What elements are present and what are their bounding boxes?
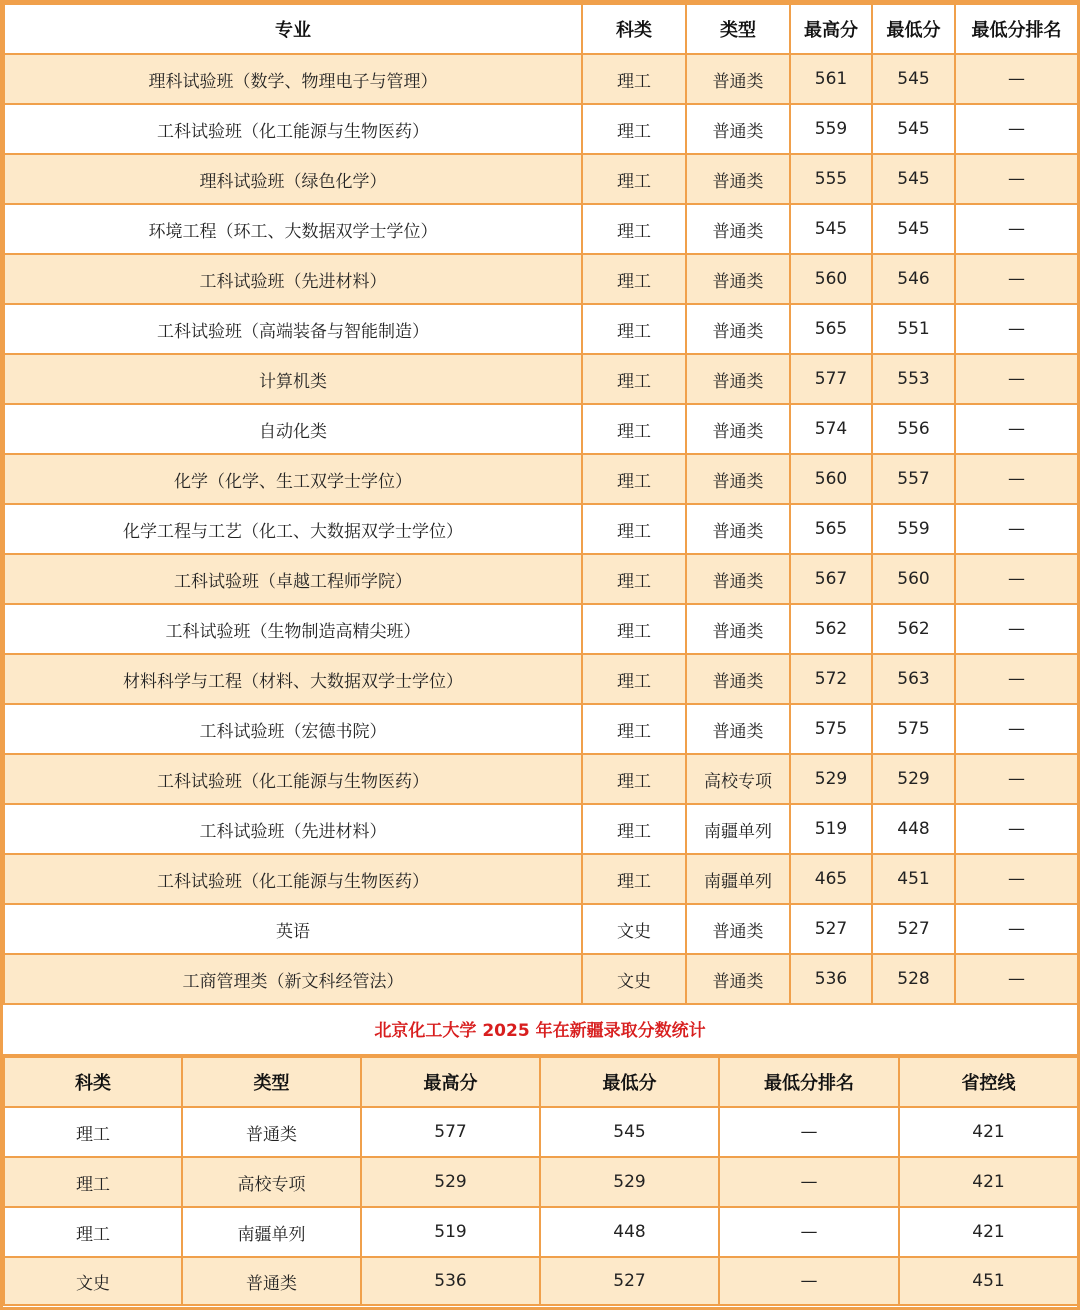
summary-header-row <box>4 1057 1078 1107</box>
major-name-cell: 计算机类 <box>4 354 582 404</box>
major-name-cell: 工科试验班（生物制造高精尖班） <box>4 604 582 654</box>
min-score-cell: 545 <box>872 154 955 204</box>
category-cell: 文史 <box>582 954 686 1004</box>
table-row <box>4 404 1078 454</box>
summary-table <box>3 1056 1079 1306</box>
max-score-cell: 572 <box>790 654 872 704</box>
min-score-cell: 575 <box>872 704 955 754</box>
table-row <box>4 754 1078 804</box>
major-name-cell: 工科试验班（化工能源与生物医药） <box>4 754 582 804</box>
min-rank-cell: — <box>955 254 1078 304</box>
min-rank-cell: — <box>955 804 1078 854</box>
category-cell: 理工 <box>582 254 686 304</box>
min-score-cell: 560 <box>872 554 955 604</box>
min-score-cell: 527 <box>540 1257 719 1305</box>
summary-title: 北京化工大学 2025 年在新疆录取分数统计 <box>3 1006 1077 1056</box>
major-name-cell: 化学工程与工艺（化工、大数据双学士学位） <box>4 504 582 554</box>
summary-row <box>4 1207 1078 1257</box>
table-row <box>4 904 1078 954</box>
table-row <box>4 454 1078 504</box>
type-cell: 普通类 <box>686 304 790 354</box>
major-admission-table <box>3 3 1079 1005</box>
min-rank-cell: — <box>955 754 1078 804</box>
min-score-cell: 557 <box>872 454 955 504</box>
category-cell: 理工 <box>582 154 686 204</box>
major-name-cell: 工科试验班（先进材料） <box>4 254 582 304</box>
major-name-cell: 理科试验班（数学、物理电子与管理） <box>4 54 582 104</box>
major-name-cell: 化学（化学、生工双学士学位） <box>4 454 582 504</box>
min-score-cell: 451 <box>872 854 955 904</box>
major-name-cell: 英语 <box>4 904 582 954</box>
min-rank-cell: — <box>955 154 1078 204</box>
category-cell: 理工 <box>582 554 686 604</box>
category-cell: 理工 <box>582 804 686 854</box>
type-cell: 普通类 <box>686 104 790 154</box>
table-row <box>4 504 1078 554</box>
max-score-cell: 567 <box>790 554 872 604</box>
min-rank-cell: — <box>955 654 1078 704</box>
min-score-cell: 556 <box>872 404 955 454</box>
type-cell: 普通类 <box>686 504 790 554</box>
max-score-cell: 560 <box>790 454 872 504</box>
control-line-cell: 421 <box>899 1157 1078 1207</box>
column-header-min-rank: 最低分排名 <box>955 4 1078 54</box>
major-name-cell: 理科试验班（绿色化学） <box>4 154 582 204</box>
table-row <box>4 954 1078 1004</box>
min-rank-cell: — <box>719 1157 899 1207</box>
column-header-major: 专业 <box>4 4 582 54</box>
type-cell: 普通类 <box>686 354 790 404</box>
column-header-category: 科类 <box>582 4 686 54</box>
min-rank-cell: — <box>955 704 1078 754</box>
major-name-cell: 工科试验班（化工能源与生物医药） <box>4 104 582 154</box>
max-score-cell: 519 <box>361 1207 540 1257</box>
type-cell: 普通类 <box>686 154 790 204</box>
category-cell: 理工 <box>582 204 686 254</box>
summary-header-min-score: 最低分 <box>540 1057 719 1107</box>
column-header-type: 类型 <box>686 4 790 54</box>
category-cell: 理工 <box>582 54 686 104</box>
column-header-max-score: 最高分 <box>790 4 872 54</box>
category-cell: 理工 <box>582 104 686 154</box>
category-cell: 理工 <box>582 304 686 354</box>
min-score-cell: 545 <box>872 54 955 104</box>
category-cell: 文史 <box>582 904 686 954</box>
type-cell: 普通类 <box>686 54 790 104</box>
major-name-cell: 工科试验班（卓越工程师学院） <box>4 554 582 604</box>
table-row <box>4 704 1078 754</box>
max-score-cell: 527 <box>790 904 872 954</box>
max-score-cell: 519 <box>790 804 872 854</box>
summary-header-min-rank: 最低分排名 <box>719 1057 899 1107</box>
min-rank-cell: — <box>955 854 1078 904</box>
type-cell: 高校专项 <box>686 754 790 804</box>
category-cell: 理工 <box>4 1157 182 1207</box>
min-score-cell: 529 <box>872 754 955 804</box>
min-rank-cell: — <box>719 1207 899 1257</box>
category-cell: 理工 <box>582 504 686 554</box>
type-cell: 南疆单列 <box>686 854 790 904</box>
control-line-cell: 421 <box>899 1207 1078 1257</box>
min-rank-cell: — <box>955 354 1078 404</box>
control-line-cell: 421 <box>899 1107 1078 1157</box>
min-score-cell: 551 <box>872 304 955 354</box>
category-cell: 理工 <box>4 1107 182 1157</box>
min-score-cell: 527 <box>872 904 955 954</box>
min-rank-cell: — <box>955 554 1078 604</box>
table-row <box>4 154 1078 204</box>
min-rank-cell: — <box>955 304 1078 354</box>
min-score-cell: 529 <box>540 1157 719 1207</box>
table-row <box>4 804 1078 854</box>
table-row <box>4 354 1078 404</box>
type-cell: 普通类 <box>686 204 790 254</box>
min-rank-cell: — <box>955 54 1078 104</box>
category-cell: 文史 <box>4 1257 182 1305</box>
type-cell: 高校专项 <box>182 1157 361 1207</box>
max-score-cell: 561 <box>790 54 872 104</box>
major-name-cell: 工科试验班（宏德书院） <box>4 704 582 754</box>
type-cell: 普通类 <box>686 654 790 704</box>
category-cell: 理工 <box>582 654 686 704</box>
major-name-cell: 工科试验班（先进材料） <box>4 804 582 854</box>
type-cell: 普通类 <box>686 954 790 1004</box>
min-score-cell: 553 <box>872 354 955 404</box>
min-score-cell: 546 <box>872 254 955 304</box>
min-score-cell: 545 <box>540 1107 719 1157</box>
type-cell: 普通类 <box>686 404 790 454</box>
min-rank-cell: — <box>719 1257 899 1305</box>
table-row <box>4 54 1078 104</box>
min-score-cell: 562 <box>872 604 955 654</box>
table-row <box>4 204 1078 254</box>
major-name-cell: 工商管理类（新文科经管法） <box>4 954 582 1004</box>
max-score-cell: 577 <box>361 1107 540 1157</box>
min-rank-cell: — <box>955 904 1078 954</box>
max-score-cell: 545 <box>790 204 872 254</box>
min-score-cell: 563 <box>872 654 955 704</box>
category-cell: 理工 <box>582 854 686 904</box>
major-name-cell: 材料科学与工程（材料、大数据双学士学位） <box>4 654 582 704</box>
min-rank-cell: — <box>955 404 1078 454</box>
summary-row <box>4 1157 1078 1207</box>
summary-header-control-line: 省控线 <box>899 1057 1078 1107</box>
max-score-cell: 559 <box>790 104 872 154</box>
summary-header-type: 类型 <box>182 1057 361 1107</box>
major-name-cell: 工科试验班（高端装备与智能制造） <box>4 304 582 354</box>
category-cell: 理工 <box>4 1207 182 1257</box>
category-cell: 理工 <box>582 604 686 654</box>
min-rank-cell: — <box>955 504 1078 554</box>
table-row <box>4 254 1078 304</box>
min-score-cell: 545 <box>872 204 955 254</box>
min-rank-cell: — <box>719 1107 899 1157</box>
type-cell: 南疆单列 <box>182 1207 361 1257</box>
max-score-cell: 555 <box>790 154 872 204</box>
category-cell: 理工 <box>582 404 686 454</box>
category-cell: 理工 <box>582 704 686 754</box>
min-rank-cell: — <box>955 204 1078 254</box>
type-cell: 普通类 <box>182 1107 361 1157</box>
type-cell: 普通类 <box>182 1257 361 1305</box>
type-cell: 普通类 <box>686 704 790 754</box>
table-row <box>4 854 1078 904</box>
min-score-cell: 448 <box>872 804 955 854</box>
table-header-row <box>4 4 1078 54</box>
max-score-cell: 536 <box>361 1257 540 1305</box>
max-score-cell: 565 <box>790 504 872 554</box>
major-name-cell: 环境工程（环工、大数据双学士学位） <box>4 204 582 254</box>
type-cell: 普通类 <box>686 454 790 504</box>
category-cell: 理工 <box>582 354 686 404</box>
min-score-cell: 528 <box>872 954 955 1004</box>
type-cell: 普通类 <box>686 554 790 604</box>
type-cell: 普通类 <box>686 254 790 304</box>
min-score-cell: 448 <box>540 1207 719 1257</box>
table-row <box>4 604 1078 654</box>
type-cell: 普通类 <box>686 904 790 954</box>
type-cell: 南疆单列 <box>686 804 790 854</box>
table-row <box>4 104 1078 154</box>
min-score-cell: 545 <box>872 104 955 154</box>
column-header-min-score: 最低分 <box>872 4 955 54</box>
type-cell: 普通类 <box>686 604 790 654</box>
max-score-cell: 562 <box>790 604 872 654</box>
max-score-cell: 575 <box>790 704 872 754</box>
category-cell: 理工 <box>582 754 686 804</box>
control-line-cell: 451 <box>899 1257 1078 1305</box>
max-score-cell: 577 <box>790 354 872 404</box>
max-score-cell: 574 <box>790 404 872 454</box>
major-name-cell: 自动化类 <box>4 404 582 454</box>
min-rank-cell: — <box>955 604 1078 654</box>
min-score-cell: 559 <box>872 504 955 554</box>
table-row <box>4 304 1078 354</box>
max-score-cell: 560 <box>790 254 872 304</box>
max-score-cell: 565 <box>790 304 872 354</box>
summary-header-category: 科类 <box>4 1057 182 1107</box>
min-rank-cell: — <box>955 454 1078 504</box>
max-score-cell: 529 <box>790 754 872 804</box>
max-score-cell: 529 <box>361 1157 540 1207</box>
min-rank-cell: — <box>955 104 1078 154</box>
summary-header-max-score: 最高分 <box>361 1057 540 1107</box>
max-score-cell: 536 <box>790 954 872 1004</box>
category-cell: 理工 <box>582 454 686 504</box>
major-name-cell: 工科试验班（化工能源与生物医药） <box>4 854 582 904</box>
min-rank-cell: — <box>955 954 1078 1004</box>
summary-row <box>4 1107 1078 1157</box>
summary-row <box>4 1257 1078 1305</box>
table-row <box>4 554 1078 604</box>
table-row <box>4 654 1078 704</box>
max-score-cell: 465 <box>790 854 872 904</box>
